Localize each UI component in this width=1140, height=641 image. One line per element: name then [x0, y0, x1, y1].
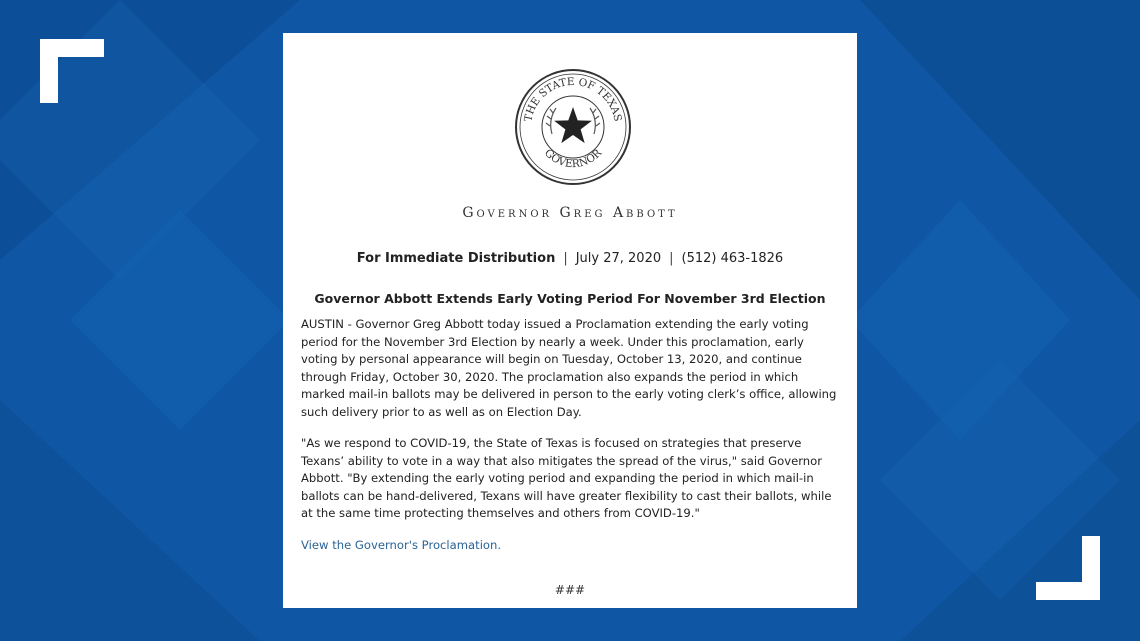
phone-number: (512) 463-1826 — [681, 251, 784, 266]
corner-bracket-bottom-right — [1036, 536, 1100, 600]
body-paragraph-2: "As we respond to COVID-19, the State of Texas is focused on strategies that preserve Texans’ ability to vote in a way that also mitigates the spread of the virus," said Governor Abbott. "By extending the early voting period and expanding the period in which mail-in ballots can be hand-delivered, Texans will have greater flexibility to cast their ballots, while at the same time protecting themselves and others from COVID-19." — [301, 436, 832, 521]
governor-name-heading: Governor Greg Abbott — [462, 205, 678, 221]
svg-text:THE STATE OF TEXAS: THE STATE OF TEXAS — [522, 75, 624, 123]
press-release-document — [283, 33, 857, 608]
corner-bracket-top-left — [40, 39, 104, 103]
release-date: July 27, 2020 — [575, 251, 662, 266]
end-mark: ### — [554, 583, 586, 597]
separator: | — [669, 251, 674, 266]
separator: | — [563, 251, 568, 266]
release-headline: Governor Abbott Extends Early Voting Period For November 3rd Election — [314, 291, 826, 306]
proclamation-link[interactable]: View the Governor's Proclamation. — [301, 538, 502, 552]
svg-text:GOVERNOR: GOVERNOR — [541, 146, 605, 171]
distribution-info — [283, 251, 857, 266]
body-paragraph-1: AUSTIN - Governor Greg Abbott today issued a Proclamation extending the early voting period for the November 3rd Election by nearly a week. Under this proclamation, early voting by personal appearance will begin on Tuesday, October 13, 2020, and continue through Friday, October 30, 2020. The proclamation also expands the period in which marked mail-in ballots may be delivered in person to the early voting clerk’s office, allowing such delivery prior to as well as on Election Day. — [301, 317, 837, 419]
texas-governor-seal — [514, 68, 632, 186]
distribution-label: For Immediate Distribution — [356, 251, 556, 266]
